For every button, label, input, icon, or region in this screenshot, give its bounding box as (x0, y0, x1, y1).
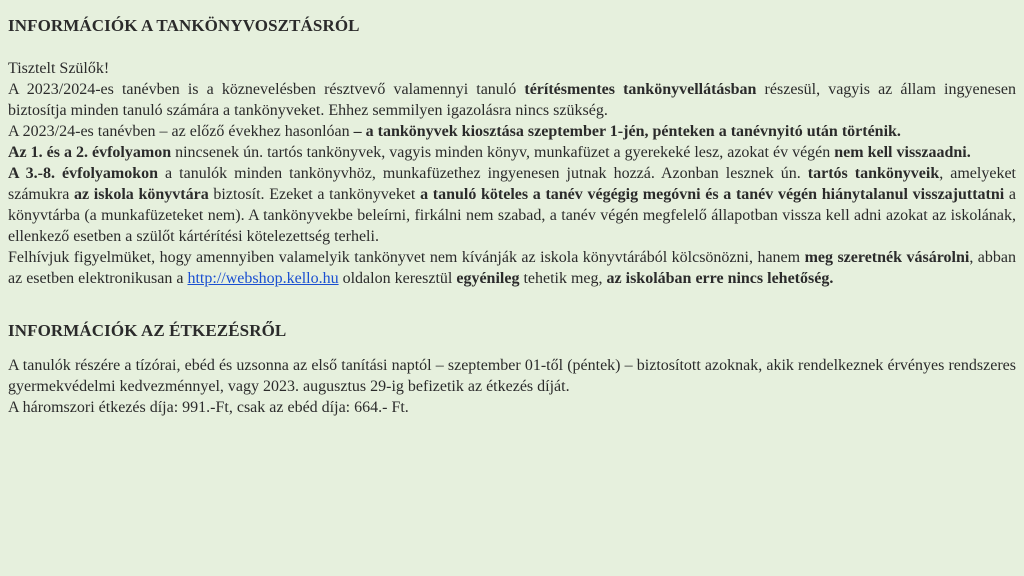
webshop-link[interactable]: http://webshop.kello.hu (187, 270, 339, 287)
text: a könyvtárba (a munkafüzeteket nem). A tankönyvekbe beleírni, firkálni nem szabad, a tanév végén megfelelő állapotban vissza kell adni azokat az iskolának, ellenkező esetben a szülőt kártérítési kötelezettség terheli. (8, 186, 1017, 245)
bold-text: az iskolában erre nincs lehetőség. (606, 270, 834, 287)
section-title-meals: INFORMÁCIÓK AZ ÉTKEZÉSRŐL (8, 321, 287, 340)
greeting: Tisztelt Szülők! (8, 60, 110, 77)
text: oldalon keresztül (338, 270, 457, 287)
bold-text: A 3.-8. évfolyamokon (8, 165, 159, 182)
text: a tanulók minden tankönyvhöz, munkafüzethez ingyenesen jutnak hozzá. Azonban lesznek ún. (158, 165, 808, 182)
text: részesül, vagyis az állam ingyenesen biztosítja minden tanuló számára a tankönyveket. Ehhez semmilyen igazolásra nincs szükség. (8, 81, 1016, 119)
paragraph-grades-3-8 (8, 163, 1016, 247)
text: A 2023/2024-es tanévben is a köznevelésben résztvevő valamennyi tanuló (8, 81, 525, 98)
bold-text: egyénileg (456, 270, 520, 287)
text: nincsenek ún. tartós tankönyvek, vagyis minden könyv, munkafüzet a gyerekeké lesz, azokat év végén (171, 144, 835, 161)
text: A 2023/24-es tanévben – az előző évekhez hasonlóan (8, 123, 354, 140)
bold-text: nem kell visszaadni. (834, 144, 971, 161)
paragraph-meal-eligibility: A tanulók részére a tízórai, ebéd és uzsonna az első tanítási naptól – szeptember 01-től (péntek) – biztosított azoknak, akik rendelkeznek érvényes rendszeres gyermekvédelmi kedvezménnyel, vagy 2023. augusztus 29-ig befizetik az étkezés díját. (8, 357, 1016, 395)
meal-info-block (8, 355, 1016, 418)
section-title-textbooks: INFORMÁCIÓK A TANKÖNYVOSZTÁSRÓL (8, 16, 360, 35)
bold-text: térítésmentes tankönyvellátásban (524, 81, 757, 98)
paragraph-webshop (8, 247, 1016, 289)
paragraph-meal-prices: A háromszori étkezés díja: 991.-Ft, csak az ebéd díja: 664.- Ft. (8, 399, 409, 416)
bold-text: – a tankönyvek kiosztása szeptember 1-jén, pénteken a tanévnyitó után történik. (353, 123, 901, 140)
text: biztosít. Ezeket a tankönyveket (208, 186, 421, 203)
paragraph-grades-1-2 (8, 142, 1016, 163)
text: , amelyeket számukra (8, 165, 1017, 203)
textbook-info-block (8, 58, 1016, 289)
text: Felhívjuk figyelmüket, hogy amennyiben valamelyik tankönyvet nem kívánják az iskola könyvtárából kölcsönözni, hanem (8, 249, 805, 266)
paragraph-distribution-date (8, 121, 1016, 142)
bold-text: meg szeretnék vásárolni (804, 249, 970, 266)
text: , abban az esetben elektronikusan a (8, 249, 1016, 287)
text: tehetik meg, (519, 270, 607, 287)
paragraph-free-textbooks (8, 79, 1016, 121)
bold-text: Az 1. és a 2. évfolyamon (8, 144, 172, 161)
bold-text: az iskola könyvtára (74, 186, 209, 203)
bold-text: tartós tankönyveik (807, 165, 940, 182)
bold-text: a tanuló köteles a tanév végégig megóvni és a tanév végén hiánytalanul visszajuttatni (420, 186, 1005, 203)
